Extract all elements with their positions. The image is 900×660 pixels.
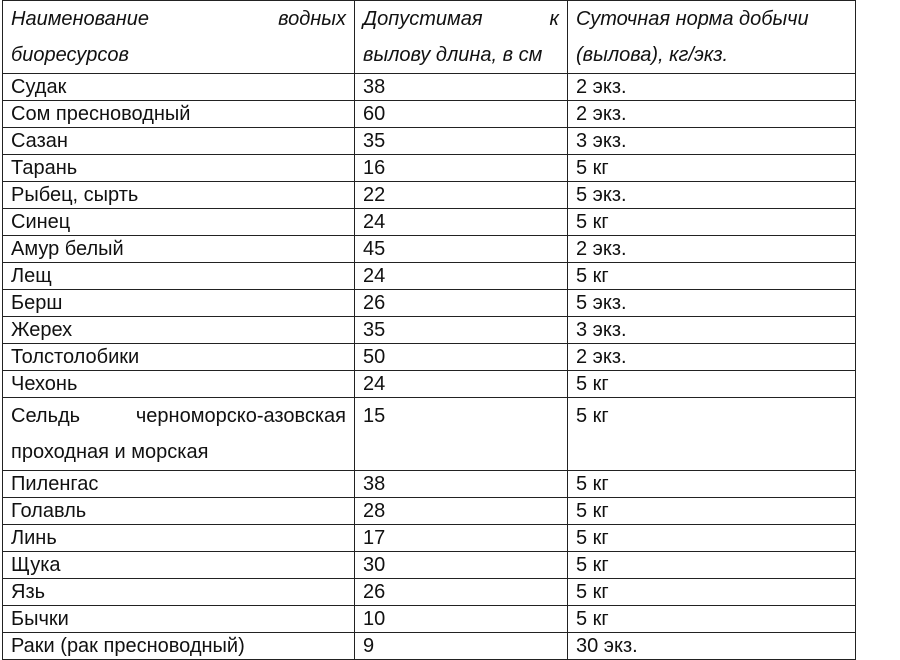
cell-length: 24	[355, 263, 568, 290]
cell-norm: 5 экз.	[568, 182, 856, 209]
table-row	[3, 128, 856, 155]
cell-name: Тарань	[3, 155, 355, 182]
header-name-word1: Наименование	[11, 8, 150, 30]
header-length-word1: Допустимая	[363, 8, 483, 30]
cell-name: Чехонь	[3, 371, 355, 398]
cell-length: 35	[355, 317, 568, 344]
header-length-word2: к	[549, 8, 559, 30]
table-row	[3, 579, 856, 606]
table-row	[3, 525, 856, 552]
cell-name: Толстолобики	[3, 344, 355, 371]
table-row	[3, 74, 856, 101]
cell-norm: 5 кг	[568, 498, 856, 525]
cell-norm: 5 кг	[568, 155, 856, 182]
cell-name: Амур белый	[3, 236, 355, 263]
header-name	[3, 1, 355, 74]
table-row	[3, 182, 856, 209]
cell-name-word2: черноморско-азовская	[135, 405, 346, 427]
cell-length: 10	[355, 606, 568, 633]
cell-norm: 3 экз.	[568, 317, 856, 344]
cell-name: Раки (рак пресноводный)	[3, 633, 355, 660]
cell-norm: 2 экз.	[568, 101, 856, 128]
cell-name: Рыбец, сырть	[3, 182, 355, 209]
cell-name: Жерех	[3, 317, 355, 344]
cell-norm: 5 кг	[568, 398, 856, 471]
header-length-line1	[363, 1, 559, 37]
cell-length: 22	[355, 182, 568, 209]
table-row	[3, 633, 856, 660]
cell-norm: 5 кг	[568, 552, 856, 579]
table-row	[3, 209, 856, 236]
table-row	[3, 236, 856, 263]
table-row	[3, 290, 856, 317]
cell-length: 26	[355, 579, 568, 606]
cell-name: Судак	[3, 74, 355, 101]
header-norm	[568, 1, 856, 74]
cell-length: 38	[355, 74, 568, 101]
cell-name-line1	[11, 398, 346, 434]
header-name-line1	[11, 1, 346, 37]
table-row	[3, 344, 856, 371]
cell-norm: 2 экз.	[568, 344, 856, 371]
table-row	[3, 263, 856, 290]
cell-norm: 5 кг	[568, 471, 856, 498]
cell-norm: 5 экз.	[568, 290, 856, 317]
cell-name: Пиленгас	[3, 471, 355, 498]
cell-length: 24	[355, 371, 568, 398]
cell-name: Голавль	[3, 498, 355, 525]
table-row	[3, 371, 856, 398]
cell-norm: 5 кг	[568, 209, 856, 236]
cell-name	[3, 398, 355, 471]
cell-length: 9	[355, 633, 568, 660]
cell-name: Щука	[3, 552, 355, 579]
cell-length: 50	[355, 344, 568, 371]
cell-length: 24	[355, 209, 568, 236]
cell-norm: 30 экз.	[568, 633, 856, 660]
cell-name-word1: Сельдь	[11, 405, 81, 427]
table-row	[3, 552, 856, 579]
table-row	[3, 317, 856, 344]
header-name-line2: биоресурсов	[11, 44, 129, 66]
cell-length: 16	[355, 155, 568, 182]
cell-norm: 2 экз.	[568, 74, 856, 101]
cell-norm: 5 кг	[568, 606, 856, 633]
cell-length: 45	[355, 236, 568, 263]
cell-norm: 2 экз.	[568, 236, 856, 263]
table-row	[3, 155, 856, 182]
table-row	[3, 101, 856, 128]
cell-length: 30	[355, 552, 568, 579]
cell-length: 35	[355, 128, 568, 155]
table-row	[3, 471, 856, 498]
cell-name: Лещ	[3, 263, 355, 290]
cell-length: 15	[355, 398, 568, 471]
cell-name: Сазан	[3, 128, 355, 155]
cell-norm: 5 кг	[568, 579, 856, 606]
cell-name-line2: проходная и морская	[11, 441, 209, 463]
cell-length: 26	[355, 290, 568, 317]
catch-limits-table	[2, 0, 856, 660]
cell-name: Язь	[3, 579, 355, 606]
cell-norm: 5 кг	[568, 371, 856, 398]
table-row	[3, 606, 856, 633]
header-name-word2: водных	[278, 8, 346, 30]
cell-name: Бычки	[3, 606, 355, 633]
cell-norm: 5 кг	[568, 525, 856, 552]
header-norm-line2: (вылова), кг/экз.	[576, 44, 729, 66]
cell-length: 60	[355, 101, 568, 128]
header-length	[355, 1, 568, 74]
cell-name: Линь	[3, 525, 355, 552]
cell-length: 17	[355, 525, 568, 552]
cell-name: Сом пресноводный	[3, 101, 355, 128]
cell-name: Синец	[3, 209, 355, 236]
header-row	[3, 1, 856, 74]
table-row	[3, 498, 856, 525]
cell-length: 28	[355, 498, 568, 525]
table-body	[3, 1, 856, 660]
header-length-line2: вылову длина, в см	[363, 44, 543, 66]
table-row	[3, 398, 856, 471]
cell-norm: 5 кг	[568, 263, 856, 290]
cell-name: Берш	[3, 290, 355, 317]
cell-length: 38	[355, 471, 568, 498]
cell-norm: 3 экз.	[568, 128, 856, 155]
header-norm-line1: Суточная норма добычи	[576, 8, 809, 30]
